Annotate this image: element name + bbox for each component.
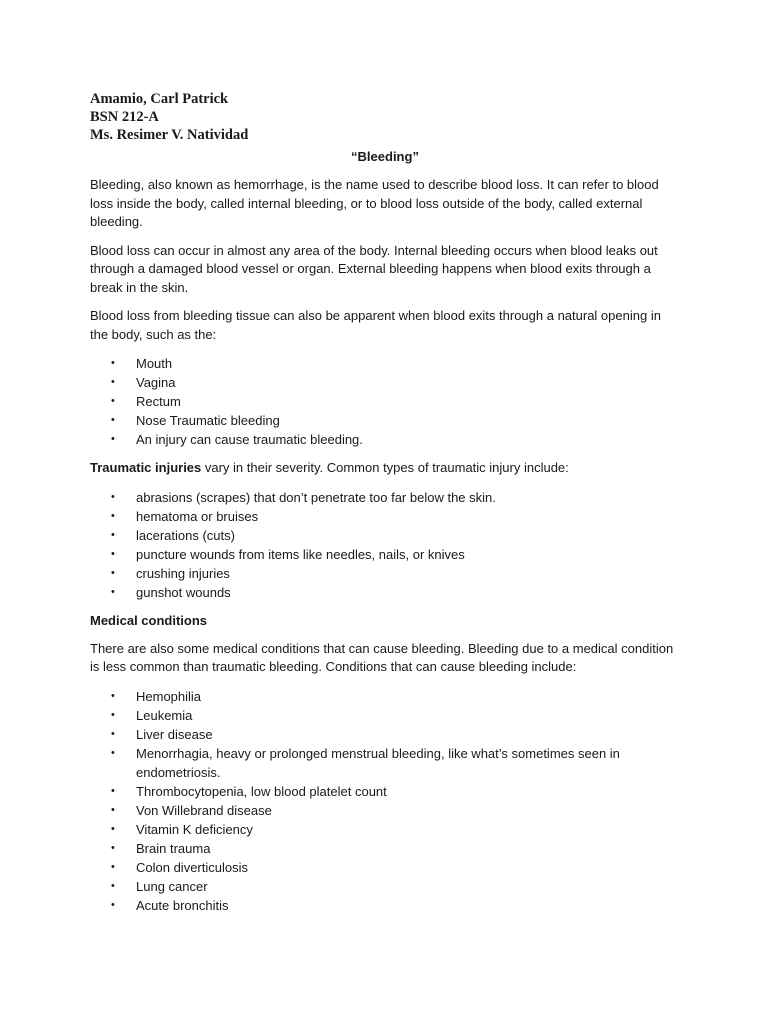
list-item-text: abrasions (scrapes) that don’t penetrate too far below the skin. [136, 489, 496, 505]
list-item [90, 392, 680, 411]
list-item [90, 488, 680, 507]
list-item [90, 526, 680, 545]
bullet-icon: • [111, 433, 115, 445]
bullet-icon: • [111, 357, 115, 369]
bullet-icon: • [111, 395, 115, 407]
list-item [90, 744, 680, 782]
list-item-text: Leukemia [136, 707, 193, 723]
list-item [90, 583, 680, 602]
bullet-icon: • [111, 490, 115, 503]
list-item-text: hematoma or bruises [136, 508, 259, 524]
list-item-text: Liver disease [136, 726, 213, 742]
bullet-icon: • [111, 708, 115, 721]
list-natural-openings [90, 354, 680, 449]
list-item-text: lacerations (cuts) [136, 527, 235, 543]
list-item [90, 782, 680, 801]
traumatic-injuries-text: vary in their severity. Common types of traumatic injury include: [201, 460, 569, 475]
list-item-text: Hemophilia [136, 688, 202, 704]
list-item-text: Mouth [136, 356, 173, 371]
list-item-text: Acute bronchitis [136, 897, 229, 913]
traumatic-injuries-label: Traumatic injuries [90, 460, 202, 475]
bullet-icon: • [111, 860, 115, 873]
bullet-icon: • [111, 376, 115, 388]
paragraph-natural-openings: Blood loss from bleeding tissue can also be apparent when blood exits through a natural opening in the body, such as the: [90, 308, 661, 342]
list-item [90, 430, 680, 449]
list-item [90, 896, 680, 915]
bullet-icon: • [111, 822, 115, 835]
list-item-text: Vitamin K deficiency [136, 821, 253, 837]
list-item [90, 877, 680, 896]
bullet-icon: • [111, 803, 115, 816]
student-section: BSN 212-A [90, 109, 159, 125]
bullet-icon: • [111, 898, 115, 911]
student-name: Amamio, Carl Patrick [90, 91, 229, 107]
bullet-icon: • [111, 689, 115, 702]
bullet-icon: • [111, 528, 115, 541]
list-item [90, 839, 680, 858]
bullet-icon: • [111, 746, 115, 759]
list-item-text: Lung cancer [136, 878, 208, 894]
list-item [90, 564, 680, 583]
bullet-icon: • [111, 879, 115, 892]
medical-conditions-heading: Medical conditions [90, 612, 208, 628]
bullet-icon: • [111, 509, 115, 522]
list-item-text: Brain trauma [136, 840, 211, 856]
list-item-text: Thrombocytopenia, low blood platelet count [136, 783, 387, 799]
document-page [90, 90, 680, 925]
list-item [90, 706, 680, 725]
list-item [90, 687, 680, 706]
bullet-icon: • [111, 727, 115, 740]
list-item [90, 858, 680, 877]
instructor-name: Ms. Resimer V. Natividad [90, 127, 249, 143]
bullet-icon: • [111, 547, 115, 560]
list-item-text: Nose Traumatic bleeding [136, 413, 280, 428]
paragraph-occurrence: Blood loss can occur in almost any area of the body. Internal bleeding occurs when blood leaks out through a damaged blood vessel or organ. External bleeding happens when blood exits through a break in the skin. [90, 242, 658, 295]
document-title: “Bleeding” [351, 149, 419, 164]
list-item [90, 725, 680, 744]
list-item [90, 354, 680, 373]
list-item [90, 801, 680, 820]
list-item [90, 820, 680, 839]
list-item [90, 411, 680, 430]
list-medical-conditions [90, 687, 680, 915]
list-item-text: Vagina [136, 375, 176, 390]
list-item-text: puncture wounds from items like needles, nails, or knives [136, 546, 465, 562]
list-traumatic-injuries [90, 488, 680, 602]
list-item [90, 507, 680, 526]
paragraph-traumatic-injuries [90, 459, 680, 478]
list-item-text: gunshot wounds [136, 584, 231, 600]
list-item-text: Rectum [136, 394, 181, 409]
list-item [90, 545, 680, 564]
paragraph-definition: Bleeding, also known as hemorrhage, is the name used to describe blood loss. It can refer to blood loss inside the body, called internal bleeding, or to blood loss outside of the body, called external bleeding. [90, 177, 659, 229]
bullet-icon: • [111, 841, 115, 854]
list-item-text: Menorrhagia, heavy or prolonged menstrual bleeding, like what’s sometimes seen in endometriosis. [136, 745, 620, 780]
bullet-icon: • [111, 784, 115, 797]
bullet-icon: • [111, 566, 115, 579]
bullet-icon: • [111, 414, 115, 426]
list-item-text: Colon diverticulosis [136, 859, 248, 875]
bullet-icon: • [111, 585, 115, 598]
list-item-text: Von Willebrand disease [136, 802, 272, 818]
paragraph-medical-conditions: There are also some medical conditions that can cause bleeding. Bleeding due to a medical condition is less common than traumatic bleeding. Conditions that can cause bleeding include: [90, 640, 674, 674]
list-item-text: An injury can cause traumatic bleeding. [136, 432, 363, 447]
list-item-text: crushing injuries [136, 565, 230, 581]
list-item [90, 373, 680, 392]
